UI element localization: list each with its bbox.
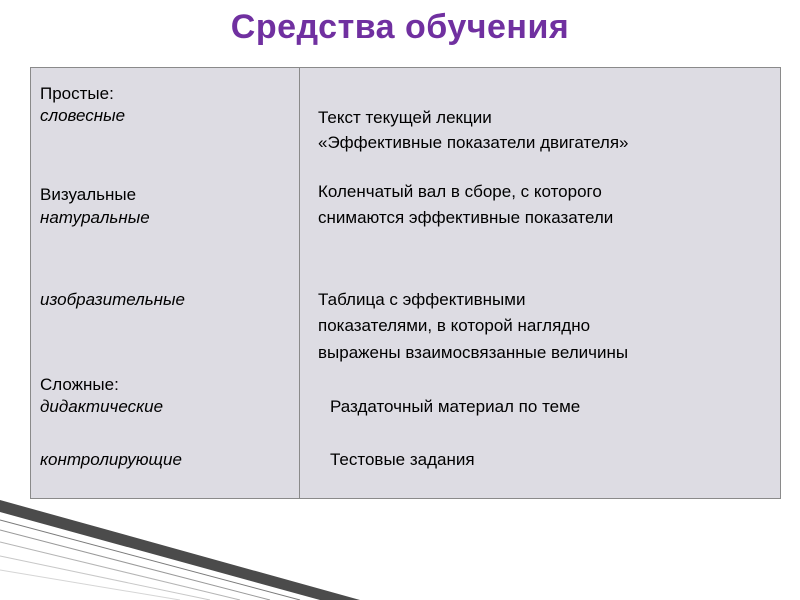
table-text-line-3: выражены взаимосвязанные величины xyxy=(318,343,629,362)
didactic-label: дидактические xyxy=(40,397,164,416)
natural-label: натуральные xyxy=(40,208,150,227)
visual-heading: Визуальные xyxy=(40,185,137,204)
swoosh-line-4 xyxy=(0,556,210,600)
table-text-line-2: показателями, в которой наглядно xyxy=(318,316,591,335)
swoosh-line-1 xyxy=(0,520,300,600)
lecture-text-line-1: Текст текущей лекции xyxy=(318,108,492,127)
crankshaft-line-1: Коленчатый вал в сборе, с которого xyxy=(318,182,602,201)
pictorial-label: изобразительные xyxy=(40,290,185,309)
slide-title: Средства обучения xyxy=(230,8,570,46)
controlling-label: контролирующие xyxy=(40,450,182,469)
tests-text: Тестовые задания xyxy=(330,450,475,469)
lecture-text-line-2: «Эффективные показатели двигателя» xyxy=(318,133,629,152)
verbal-label: словесные xyxy=(40,106,126,125)
table-text-line-1: Таблица с эффективными xyxy=(318,290,526,309)
crankshaft-line-2: снимаются эффективные показатели xyxy=(318,208,614,227)
simple-heading: Простые: xyxy=(40,84,114,103)
swoosh-line-3 xyxy=(0,542,240,600)
complex-heading: Сложные: xyxy=(40,375,119,394)
handout-text: Раздаточный материал по теме xyxy=(330,397,581,416)
